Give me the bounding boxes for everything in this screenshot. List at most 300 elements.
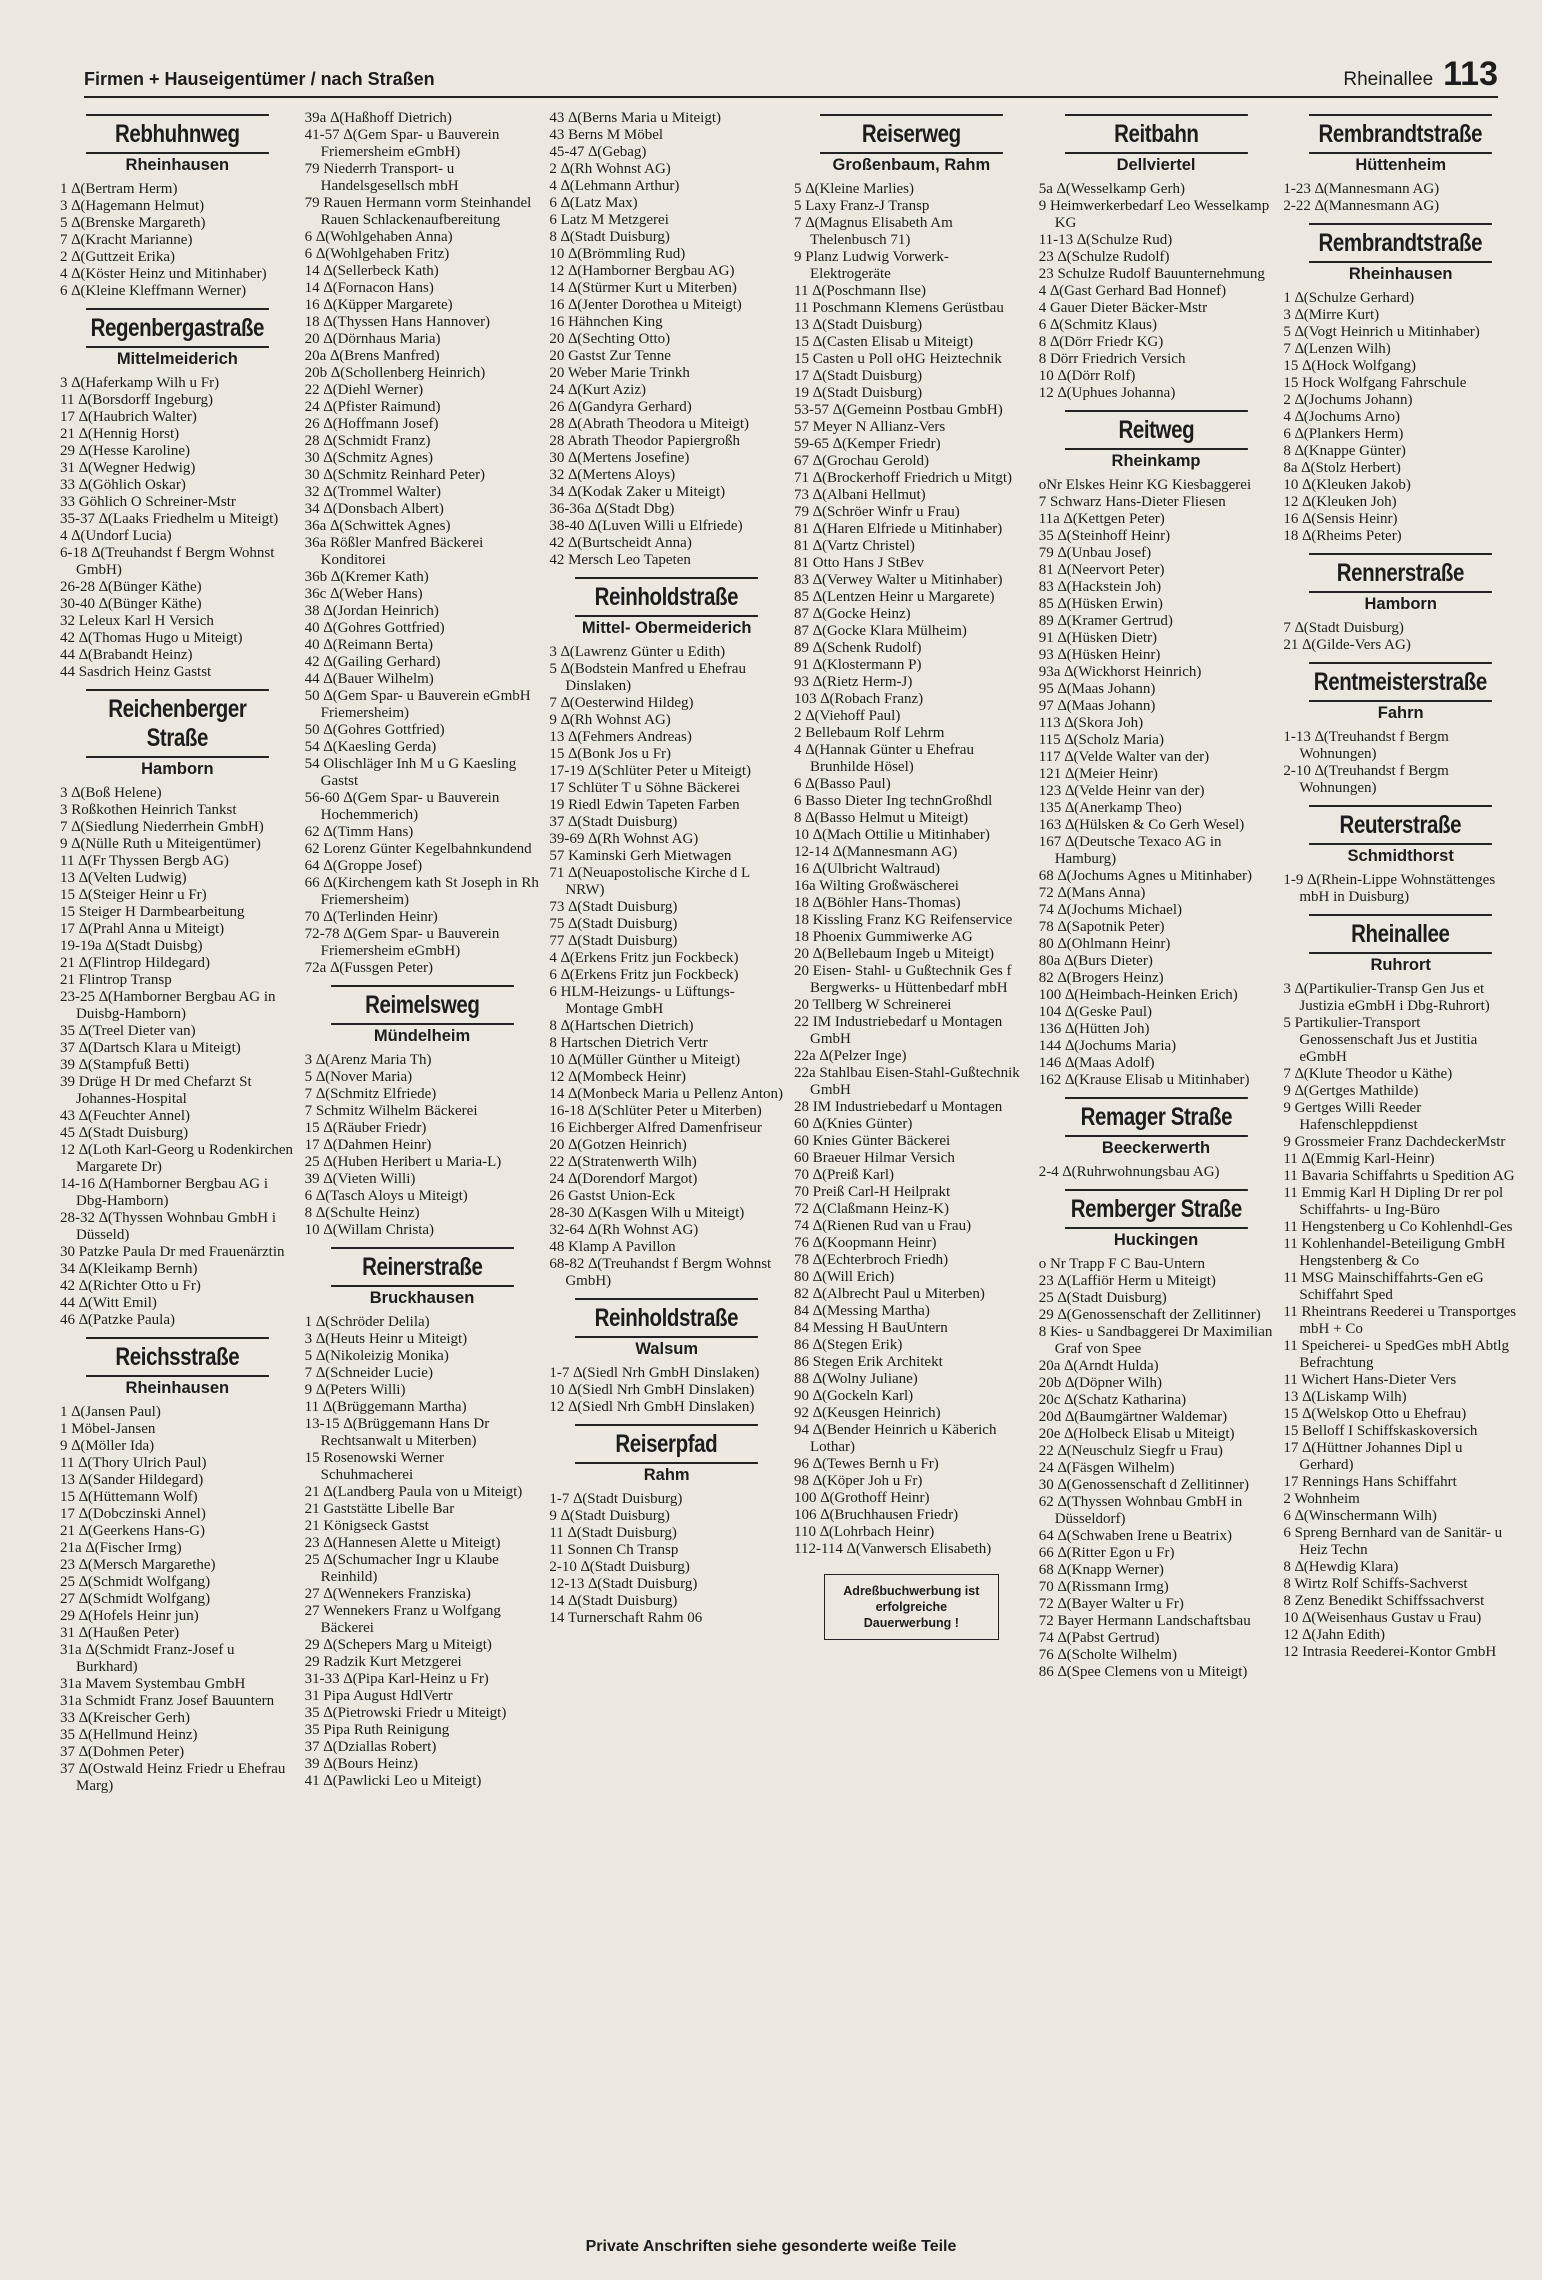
directory-entry: 14-16 ∆(Hamborner Bergbau AG i Dbg-Hamborn) xyxy=(60,1176,269,1209)
street-section xyxy=(1283,914,1518,1661)
directory-entry: 42 Mersch Leo Tapeten xyxy=(549,552,691,568)
directory-entry: 24 ∆(Dorendorf Margot) xyxy=(549,1171,698,1187)
directory-entry: 10 ∆(Siedl Nrh GmbH Dinslaken) xyxy=(549,1382,755,1398)
district-label: Großenbaum, Rahm xyxy=(832,156,991,174)
directory-entry: 16 ∆(Jenter Dorothea u Miteigt) xyxy=(549,297,742,313)
directory-entry: 85 ∆(Hüsken Erwin) xyxy=(1038,596,1163,612)
directory-entry: 72 ∆(Mans Anna) xyxy=(1038,885,1146,901)
directory-entry: 4 ∆(Hannak Günter u Ehefrau Brunhilde Hösel) xyxy=(794,742,974,775)
directory-entry: 15 ∆(Casten Elisab u Miteigt) xyxy=(794,334,974,350)
directory-entry: 7 ∆(Magnus Elisabeth Am Thelenbusch 71) xyxy=(794,215,953,248)
directory-entry: 136 ∆(Hütten Joh) xyxy=(1038,1021,1150,1037)
directory-entry: 100 ∆(Heimbach-Heinken Erich) xyxy=(1038,987,1238,1003)
street-section xyxy=(1039,1097,1274,1181)
street-section xyxy=(1039,1189,1274,1681)
directory-entry: 6-18 ∆(Treuhandst f Bergm Wohnst GmbH) xyxy=(60,545,275,578)
directory-entry: 24 ∆(Pfister Raimund) xyxy=(304,399,441,415)
column-6 xyxy=(1283,110,1518,2214)
directory-entry: 1-7 ∆(Siedl Nrh GmbH Dinslaken) xyxy=(549,1365,760,1381)
directory-entry: 42 ∆(Thomas Hugo u Miteigt) xyxy=(60,630,243,646)
street-heading: Rembrandtstraße xyxy=(1309,223,1492,263)
directory-entry: 18 Kissling Franz KG Reifenservice xyxy=(794,912,1013,928)
directory-entry: 25 ∆(Schmidt Wolfgang) xyxy=(60,1574,211,1590)
directory-entry: 146 ∆(Maas Adolf) xyxy=(1038,1055,1155,1071)
page-number: 113 xyxy=(1443,55,1498,93)
directory-entry: 8 Wirtz Rolf Schiffs-Sachverst xyxy=(1283,1576,1468,1592)
directory-entry: 13 ∆(Velten Ludwig) xyxy=(60,870,187,886)
street-heading: Reichenberger Straße xyxy=(86,689,269,758)
directory-entry: 3 ∆(Mirre Kurt) xyxy=(1283,307,1380,323)
directory-entry: 22 ∆(Neuschulz Siegfr u Frau) xyxy=(1038,1443,1223,1459)
directory-entry: 9 ∆(Gertges Mathilde) xyxy=(1283,1083,1419,1099)
district-label: Dellviertel xyxy=(1116,156,1196,174)
directory-entry: 12 Intrasia Reederei-Kontor GmbH xyxy=(1283,1644,1497,1660)
column-3 xyxy=(549,110,784,2214)
directory-entry: 53-57 ∆(Gemeinn Postbau GmbH) xyxy=(794,402,1003,418)
directory-entry: 8 ∆(Hartschen Dietrich) xyxy=(549,1018,694,1034)
directory-entry: 21 Gaststätte Libelle Bar xyxy=(304,1501,455,1517)
directory-entry: 10 ∆(Dörr Rolf) xyxy=(1038,368,1136,384)
directory-entry: 38-40 ∆(Luven Willi u Elfriede) xyxy=(549,518,743,534)
directory-entry: 117 ∆(Velde Walter van der) xyxy=(1038,749,1210,765)
directory-columns xyxy=(60,110,1518,2214)
directory-entry: 6 ∆(Plankers Herm) xyxy=(1283,426,1404,442)
directory-entry: 19 Riedl Edwin Tapeten Farben xyxy=(549,797,740,813)
directory-entry: 31-33 ∆(Pipa Karl-Heinz u Fr) xyxy=(304,1671,489,1687)
directory-entry: 1-13 ∆(Treuhandst f Bergm Wohnungen) xyxy=(1283,729,1449,762)
directory-entry: 2-22 ∆(Mannesmann AG) xyxy=(1283,198,1440,214)
directory-entry: 10 ∆(Kleuken Jakob) xyxy=(1283,477,1411,493)
directory-entry: 16 Hähnchen King xyxy=(549,314,663,330)
directory-entry: 19-19a ∆(Stadt Duisbg) xyxy=(60,938,203,954)
directory-entry: 31 Pipa August HdlVertr xyxy=(304,1688,453,1704)
header-running-head xyxy=(1343,55,1498,94)
directory-entry: 30 Patzke Paula Dr med Frauenärztin xyxy=(60,1244,285,1260)
directory-entry: 3 ∆(Arenz Maria Th) xyxy=(304,1052,432,1068)
directory-entry: 35 ∆(Steinhoff Heinr) xyxy=(1038,528,1171,544)
street-heading: Rentmeisterstraße xyxy=(1309,662,1492,702)
street-section xyxy=(549,110,784,569)
directory-entry: 98 ∆(Köper Joh u Fr) xyxy=(794,1473,923,1489)
directory-entry: 68-82 ∆(Treuhandst f Bergm Wohnst GmbH) xyxy=(549,1256,772,1289)
directory-entry: 17 ∆(Haubrich Walter) xyxy=(60,409,197,425)
directory-entry: 9 ∆(Peters Willi) xyxy=(304,1382,406,1398)
directory-entry: 79 ∆(Unbau Josef) xyxy=(1038,545,1152,561)
directory-entry: 12 ∆(Mombeck Heinr) xyxy=(549,1069,686,1085)
directory-entry: 20a ∆(Arndt Hulda) xyxy=(1038,1358,1159,1374)
directory-entry: 90 ∆(Gockeln Karl) xyxy=(794,1388,914,1404)
directory-entry: 28-32 ∆(Thyssen Wohnbau GmbH i Düsseld) xyxy=(60,1210,277,1243)
street-section xyxy=(60,1337,295,1795)
directory-entry: 28-30 ∆(Kasgen Wilh u Miteigt) xyxy=(549,1205,745,1221)
directory-entry: 16 ∆(Sensis Heinr) xyxy=(1283,511,1398,527)
directory-entry: 31a Mavem Systembau GmbH xyxy=(60,1676,246,1692)
directory-entry: 95 ∆(Maas Johann) xyxy=(1038,681,1156,697)
directory-entry: 86 ∆(Stegen Erik) xyxy=(794,1337,903,1353)
directory-entry: 3 Roßkothen Heinrich Tankst xyxy=(60,802,237,818)
directory-entry: 31a Schmidt Franz Josef Bauuntern xyxy=(60,1693,275,1709)
directory-entry: 18 ∆(Thyssen Hans Hannover) xyxy=(304,314,491,330)
directory-entry: 24 ∆(Kurt Aziz) xyxy=(549,382,646,398)
directory-entry: 9 ∆(Stadt Duisburg) xyxy=(549,1508,670,1524)
directory-entry: 10 ∆(Müller Günther u Miteigt) xyxy=(549,1052,741,1068)
directory-entry: 43 ∆(Berns Maria u Miteigt) xyxy=(549,110,721,126)
directory-entry: 15 ∆(Welskop Otto u Ehefrau) xyxy=(1283,1406,1467,1422)
directory-entry: 93a ∆(Wickhorst Heinrich) xyxy=(1038,664,1202,680)
directory-entry: 16 ∆(Ulbricht Waltraud) xyxy=(794,861,941,877)
directory-entry: 20c ∆(Schatz Katharina) xyxy=(1038,1392,1187,1408)
directory-entry: 20 Gastst Zur Tenne xyxy=(549,348,671,364)
directory-entry: 11 Emmig Karl H Dipling Dr rer pol Schiffahrts- u Ing-Büro xyxy=(1283,1185,1504,1218)
directory-entry: 5 ∆(Kleine Marlies) xyxy=(794,181,914,197)
directory-entry: 40 ∆(Reimann Berta) xyxy=(304,637,433,653)
street-section xyxy=(1283,662,1518,797)
directory-entry: 11 Poschmann Klemens Gerüstbau xyxy=(794,300,1004,316)
directory-entry: 37 ∆(Ostwald Heinz Friedr u Ehefrau Marg) xyxy=(60,1761,286,1794)
street-section xyxy=(1283,553,1518,654)
directory-entry: 2 ∆(Rh Wohnst AG) xyxy=(549,161,671,177)
district-label: Hamborn xyxy=(1364,595,1437,613)
directory-entry: 64 ∆(Groppe Josef) xyxy=(304,858,423,874)
street-heading: Reitweg xyxy=(1065,410,1248,450)
directory-entry: 167 ∆(Deutsche Texaco AG in Hamburg) xyxy=(1038,834,1222,867)
directory-entry: 29 Radzik Kurt Metzgerei xyxy=(304,1654,462,1670)
directory-entry: 93 ∆(Hüsken Heinr) xyxy=(1038,647,1161,663)
directory-entry: 73 ∆(Albani Hellmut) xyxy=(794,487,926,503)
directory-entry: 50 ∆(Gem Spar- u Bauverein eGmbH Friemersheim) xyxy=(304,688,531,721)
directory-entry: 1 ∆(Bertram Herm) xyxy=(60,181,178,197)
directory-entry: 11 Wichert Hans-Dieter Vers xyxy=(1283,1372,1457,1388)
directory-entry: 74 ∆(Pabst Gertrud) xyxy=(1038,1630,1160,1646)
directory-entry: 29 ∆(Hesse Karoline) xyxy=(60,443,190,459)
directory-entry: 21 ∆(Gilde-Vers AG) xyxy=(1283,637,1411,653)
district-label: Rahm xyxy=(643,1466,690,1484)
directory-entry: 48 Klamp A Pavillon xyxy=(549,1239,676,1255)
directory-entry: 121 ∆(Meier Heinr) xyxy=(1038,766,1158,782)
directory-entry: 6 Spreng Bernhard van de Sanitär- u Heiz Techn xyxy=(1283,1525,1503,1558)
street-section xyxy=(549,1424,784,1627)
directory-entry: 42 ∆(Burtscheidt Anna) xyxy=(549,535,692,551)
directory-entry: 4 ∆(Köster Heinz und Mitinhaber) xyxy=(60,266,267,282)
directory-entry: 21 Königseck Gastst xyxy=(304,1518,429,1534)
directory-entry: 15 ∆(Hock Wolfgang) xyxy=(1283,358,1417,374)
street-section xyxy=(305,985,540,1239)
directory-entry: 67 ∆(Grochau Gerold) xyxy=(794,453,929,469)
directory-entry: 6 ∆(Tasch Aloys u Miteigt) xyxy=(304,1188,468,1204)
page-footer: Private Anschriften siehe gesonderte weiße Teile xyxy=(585,2238,957,2255)
directory-entry: 6 ∆(Latz Max) xyxy=(549,195,638,211)
directory-entry: 22a Stahlbau Eisen-Stahl-Gußtechnik GmbH xyxy=(794,1065,1020,1098)
directory-entry: 8 ∆(Stadt Duisburg) xyxy=(549,229,670,245)
directory-entry: 162 ∆(Krause Elisab u Mitinhaber) xyxy=(1038,1072,1250,1088)
directory-entry: 9 ∆(Möller Ida) xyxy=(60,1438,155,1454)
directory-entry: 37 ∆(Dartsch Klara u Miteigt) xyxy=(60,1040,241,1056)
directory-entry: 7 ∆(Lenzen Wilh) xyxy=(1283,341,1391,357)
directory-entry: 5 ∆(Nikoleizig Monika) xyxy=(304,1348,449,1364)
directory-entry: 7 ∆(Siedlung Niederrhein GmbH) xyxy=(60,819,264,835)
directory-entry: 92 ∆(Keusgen Heinrich) xyxy=(794,1405,941,1421)
header-section-title: Firmen + Hauseigentümer / nach Straßen xyxy=(84,69,435,89)
directory-entry: 4 ∆(Undorf Lucia) xyxy=(60,528,172,544)
directory-entry: 6 ∆(Wohlgehaben Fritz) xyxy=(304,246,450,262)
directory-entry: 82 ∆(Albrecht Paul u Miterben) xyxy=(794,1286,985,1302)
directory-entry: 89 ∆(Schenk Rudolf) xyxy=(794,640,922,656)
directory-entry: 50 ∆(Gohres Gottfried) xyxy=(304,722,445,738)
directory-entry: 22 ∆(Diehl Werner) xyxy=(304,382,424,398)
directory-entry: 10 ∆(Willam Christa) xyxy=(304,1222,435,1238)
directory-entry: 15 Steiger H Darmbearbeitung xyxy=(60,904,245,920)
directory-entry: 2-10 ∆(Stadt Duisburg) xyxy=(549,1559,690,1575)
directory-entry: 81 Otto Hans J StBev xyxy=(794,555,925,571)
directory-entry: 21 ∆(Hennig Horst) xyxy=(60,426,180,442)
street-heading: Reitbahn xyxy=(1065,114,1248,154)
directory-entry: 3 ∆(Boß Helene) xyxy=(60,785,162,801)
directory-entry: 16 ∆(Küpper Margarete) xyxy=(304,297,453,313)
directory-entry: 23 ∆(Mersch Margarethe) xyxy=(60,1557,216,1573)
directory-entry: o Nr Trapp F C Bau-Untern xyxy=(1038,1256,1205,1272)
directory-entry: 45 ∆(Stadt Duisburg) xyxy=(60,1125,189,1141)
directory-entry: 74 ∆(Rienen Rud van u Frau) xyxy=(794,1218,972,1234)
directory-entry: 11 Sonnen Ch Transp xyxy=(549,1542,679,1558)
directory-entry: 23 ∆(Schulze Rudolf) xyxy=(1038,249,1170,265)
directory-entry: 76 ∆(Koopmann Heinr) xyxy=(794,1235,937,1251)
street-section xyxy=(1039,114,1274,402)
directory-entry: 11 ∆(Stadt Duisburg) xyxy=(549,1525,677,1541)
directory-entry: 11 Bavaria Schiffahrts u Spedition AG xyxy=(1283,1168,1515,1184)
directory-entry: 34 ∆(Kleikamp Bernh) xyxy=(60,1261,198,1277)
directory-entry: 41 ∆(Pawlicki Leo u Miteigt) xyxy=(304,1773,482,1789)
directory-entry: 11a ∆(Kettgen Peter) xyxy=(1038,511,1165,527)
street-section xyxy=(60,114,295,300)
directory-entry: 60 Knies Günter Bäckerei xyxy=(794,1133,951,1149)
street-section xyxy=(60,308,295,681)
directory-entry: 5a ∆(Wesselkamp Gerh) xyxy=(1038,181,1185,197)
directory-entry: 11 Rheintrans Reederei u Transportges mbH + Co xyxy=(1283,1304,1517,1337)
directory-entry: 54 ∆(Kaesling Gerda) xyxy=(304,739,437,755)
directory-entry: 35 Pipa Ruth Reinigung xyxy=(304,1722,450,1738)
directory-entry: 110 ∆(Lohrbach Heinr) xyxy=(794,1524,935,1540)
directory-entry: 13 ∆(Sander Hildegard) xyxy=(60,1472,204,1488)
directory-entry: 6 HLM-Heizungs- u Lüftungs-Montage GmbH xyxy=(549,984,735,1017)
directory-entry: 23-25 ∆(Hamborner Bergbau AG in Duisbg-Hamborn) xyxy=(60,989,276,1022)
directory-entry: 66 ∆(Kirchengem kath St Joseph in Rh Friemersheim) xyxy=(304,875,539,908)
directory-entry: 88 ∆(Wolny Juliane) xyxy=(794,1371,918,1387)
directory-entry: 91 ∆(Klostermann P) xyxy=(794,657,922,673)
directory-entry: 30 ∆(Schmitz Agnes) xyxy=(304,450,433,466)
directory-entry: 71 ∆(Neuapostolische Kirche d L NRW) xyxy=(549,865,750,898)
directory-entry: 20b ∆(Schollenberg Heinrich) xyxy=(304,365,486,381)
street-heading: Reichsstraße xyxy=(86,1337,269,1377)
directory-entry: 28 Abrath Theodor Papiergroßh xyxy=(549,433,741,449)
directory-entry: 70 Preiß Carl-H Heilprakt xyxy=(794,1184,951,1200)
directory-entry: 18 ∆(Böhler Hans-Thomas) xyxy=(794,895,961,911)
directory-entry: 2 ∆(Viehoff Paul) xyxy=(794,708,901,724)
directory-entry: 62 ∆(Thyssen Wohnbau GmbH in Düsseldorf) xyxy=(1038,1494,1243,1527)
directory-entry: 5 ∆(Vogt Heinrich u Mitinhaber) xyxy=(1283,324,1480,340)
directory-entry: 25 ∆(Huben Heribert u Maria-L) xyxy=(304,1154,502,1170)
directory-entry: 8 Zenz Benedikt Schiffssachverst xyxy=(1283,1593,1485,1609)
directory-entry: 89 ∆(Kramer Gertrud) xyxy=(1038,613,1173,629)
directory-entry: 87 ∆(Gocke Heinz) xyxy=(794,606,911,622)
directory-entry: 7 ∆(Schmitz Elfriede) xyxy=(304,1086,437,1102)
directory-entry: 11 ∆(Thory Ulrich Paul) xyxy=(60,1455,207,1471)
directory-entry: 20 ∆(Bellebaum Ingeb u Miteigt) xyxy=(794,946,994,962)
directory-entry: 11 Speicherei- u SpedGes mbH Abtlg Befrachtung xyxy=(1283,1338,1510,1371)
directory-entry: 15 ∆(Steiger Heinr u Fr) xyxy=(60,887,207,903)
directory-entry: 82 ∆(Brogers Heinz) xyxy=(1038,970,1164,986)
directory-entry: 1 ∆(Schröder Delila) xyxy=(304,1314,430,1330)
directory-entry: 72a ∆(Fussgen Peter) xyxy=(304,960,433,976)
directory-entry: 68 ∆(Jochums Agnes u Mitinhaber) xyxy=(1038,868,1253,884)
directory-entry: 83 ∆(Hackstein Joh) xyxy=(1038,579,1162,595)
directory-entry: 45-47 ∆(Gebag) xyxy=(549,144,647,160)
column-5 xyxy=(1039,110,1274,2214)
street-section xyxy=(1283,114,1518,215)
directory-entry: 14 ∆(Stürmer Kurt u Miterben) xyxy=(549,280,737,296)
directory-entry: 8 Kies- u Sandbaggerei Dr Maximilian Graf von Spee xyxy=(1038,1324,1273,1357)
directory-entry: 36b ∆(Kremer Kath) xyxy=(304,569,429,585)
directory-entry: 73 ∆(Stadt Duisburg) xyxy=(549,899,678,915)
district-label: Rheinhausen xyxy=(125,156,230,174)
directory-entry: 26 Gastst Union-Eck xyxy=(549,1188,676,1204)
street-section xyxy=(1039,410,1274,1089)
street-section xyxy=(1283,805,1518,906)
directory-entry: 103 ∆(Robach Franz) xyxy=(794,691,924,707)
directory-entry: 9 Gertges Willi Reeder Hafenschleppdienst xyxy=(1283,1100,1422,1133)
page-header xyxy=(84,56,1498,98)
directory-entry: 6 ∆(Erkens Fritz jun Fockbeck) xyxy=(549,967,739,983)
directory-entry: 20 ∆(Sechting Otto) xyxy=(549,331,671,347)
district-label: Fahrn xyxy=(1377,704,1424,722)
street-section xyxy=(549,577,784,1290)
district-label: Rheinkamp xyxy=(1111,452,1201,470)
directory-entry: 2 Wohnheim xyxy=(1283,1491,1360,1507)
directory-entry: 9 ∆(Rh Wohnst AG) xyxy=(549,712,671,728)
street-section xyxy=(60,689,295,1329)
directory-entry: 3 ∆(Heuts Heinr u Miteigt) xyxy=(304,1331,468,1347)
directory-entry: 17-19 ∆(Schlüter Peter u Miteigt) xyxy=(549,763,751,779)
directory-entry: 66 ∆(Ritter Egon u Fr) xyxy=(1038,1545,1175,1561)
directory-entry: 20b ∆(Döpner Wilh) xyxy=(1038,1375,1162,1391)
directory-entry: 84 ∆(Messing Martha) xyxy=(794,1303,930,1319)
directory-entry: 3 ∆(Hagemann Helmut) xyxy=(60,198,205,214)
directory-entry: 17 ∆(Dahmen Heinr) xyxy=(304,1137,432,1153)
directory-entry: 12-14 ∆(Mannesmann AG) xyxy=(794,844,958,860)
directory-entry: 85 ∆(Lentzen Heinr u Margarete) xyxy=(794,589,995,605)
directory-entry: 22 IM Industriebedarf u Montagen GmbH xyxy=(794,1014,1003,1047)
directory-entry: 13 ∆(Fehmers Andreas) xyxy=(549,729,692,745)
directory-entry: 11 ∆(Brüggemann Martha) xyxy=(304,1399,467,1415)
directory-entry: 15 ∆(Räuber Friedr) xyxy=(304,1120,427,1136)
directory-entry: 87 ∆(Gocke Klara Mülheim) xyxy=(794,623,967,639)
street-heading: Reiserpfad xyxy=(575,1424,758,1464)
directory-entry: 54 Olischläger Inh M u G Kaesling Gastst xyxy=(304,756,517,789)
directory-entry: 2-10 ∆(Treuhandst f Bergm Wohnungen) xyxy=(1283,763,1449,796)
directory-entry: 86 ∆(Spee Clemens von u Miteigt) xyxy=(1038,1664,1248,1680)
directory-entry: 41-57 ∆(Gem Spar- u Bauverein Friemersheim eGmbH) xyxy=(304,127,500,160)
street-heading: Reuterstraße xyxy=(1309,805,1492,845)
directory-entry: 9 Grossmeier Franz DachdeckerMstr xyxy=(1283,1134,1506,1150)
directory-entry: 21 ∆(Geerkens Hans-G) xyxy=(60,1523,205,1539)
directory-entry: 15 Rosenowski Werner Schuhmacherei xyxy=(304,1450,445,1483)
street-section xyxy=(794,114,1029,1558)
directory-entry: 20 Tellberg W Schreinerei xyxy=(794,997,952,1013)
directory-entry: 33 ∆(Göhlich Oskar) xyxy=(60,477,186,493)
directory-entry: 26-28 ∆(Bünger Käthe) xyxy=(60,579,202,595)
directory-entry: 9 Heimwerkerbedarf Leo Wesselkamp KG xyxy=(1038,198,1270,231)
directory-entry: 8 ∆(Hewdig Klara) xyxy=(1283,1559,1399,1575)
directory-entry: 39a ∆(Haßhoff Dietrich) xyxy=(304,110,452,126)
street-heading: Reiserweg xyxy=(820,114,1003,154)
column-1 xyxy=(60,110,295,2214)
directory-entry: 7 Schmitz Wilhelm Bäckerei xyxy=(304,1103,478,1119)
directory-entry: 68 ∆(Knapp Werner) xyxy=(1038,1562,1164,1578)
directory-entry: 12 ∆(Siedl Nrh GmbH Dinslaken) xyxy=(549,1399,755,1415)
directory-entry: 12 ∆(Kleuken Joh) xyxy=(1283,494,1397,510)
directory-entry: 104 ∆(Geske Paul) xyxy=(1038,1004,1153,1020)
directory-entry: 7 ∆(Oesterwind Hildeg) xyxy=(549,695,694,711)
district-label: Mittel- Obermeiderich xyxy=(581,619,752,637)
directory-entry: 10 ∆(Mach Ottilie u Mitinhaber) xyxy=(794,827,990,843)
directory-entry: 40 ∆(Gohres Gottfried) xyxy=(304,620,445,636)
street-heading: Regenbergastraße xyxy=(86,308,269,348)
directory-entry: 29 ∆(Schepers Marg u Miteigt) xyxy=(304,1637,492,1653)
street-heading: Rebhuhnweg xyxy=(86,114,269,154)
directory-entry: 36-36a ∆(Stadt Dbg) xyxy=(549,501,675,517)
directory-entry: 79 Rauen Hermann vorm Steinhandel Rauen Schlackenaufbereitung xyxy=(304,195,532,228)
directory-entry: 13 ∆(Stadt Duisburg) xyxy=(794,317,923,333)
directory-entry: 17 Rennings Hans Schiffahrt xyxy=(1283,1474,1457,1490)
directory-entry: 1-23 ∆(Mannesmann AG) xyxy=(1283,181,1440,197)
directory-entry: 7 ∆(Kracht Marianne) xyxy=(60,232,193,248)
directory-entry: 46 ∆(Patzke Paula) xyxy=(60,1312,175,1328)
directory-entry: 17 ∆(Dobczinski Annel) xyxy=(60,1506,206,1522)
directory-entry: 4 ∆(Jochums Arno) xyxy=(1283,409,1401,425)
directory-entry: 28 IM Industriebedarf u Montagen xyxy=(794,1099,1003,1115)
directory-entry: 100 ∆(Grothoff Heinr) xyxy=(794,1490,930,1506)
directory-entry: 39 ∆(Bours Heinz) xyxy=(304,1756,418,1772)
column-2 xyxy=(305,110,540,2214)
directory-entry: 60 ∆(Knies Günter) xyxy=(794,1116,913,1132)
directory-entry: 30-40 ∆(Bünger Käthe) xyxy=(60,596,202,612)
directory-entry: 23 ∆(Hannesen Alette u Miteigt) xyxy=(304,1535,501,1551)
directory-entry: 62 ∆(Timm Hans) xyxy=(304,824,414,840)
directory-entry: 20e ∆(Holbeck Elisab u Miteigt) xyxy=(1038,1426,1235,1442)
directory-entry: 31 ∆(Haußen Peter) xyxy=(60,1625,180,1641)
directory-entry: 28 ∆(Schmidt Franz) xyxy=(304,433,431,449)
directory-entry: 5 ∆(Bodstein Manfred u Ehefrau Dinslaken) xyxy=(549,661,746,694)
directory-entry: oNr Elskes Heinr KG Kiesbaggerei xyxy=(1038,477,1252,493)
directory-entry: 75 ∆(Stadt Duisburg) xyxy=(549,916,678,932)
directory-entry: 20 ∆(Gotzen Heinrich) xyxy=(549,1137,687,1153)
directory-entry: 94 ∆(Bender Heinrich u Käberich Lothar) xyxy=(794,1422,997,1455)
directory-entry: 12 ∆(Uphues Johanna) xyxy=(1038,385,1176,401)
directory-entry: 35 ∆(Hellmund Heinz) xyxy=(60,1727,198,1743)
directory-entry: 4 ∆(Gast Gerhard Bad Honnef) xyxy=(1038,283,1227,299)
directory-entry: 78 ∆(Echterbroch Friedh) xyxy=(794,1252,949,1268)
directory-entry: 30 ∆(Mertens Josefine) xyxy=(549,450,690,466)
district-label: Walsum xyxy=(635,1340,698,1358)
directory-entry: 81 ∆(Haren Elfriede u Mitinhaber) xyxy=(794,521,1003,537)
directory-entry: 64 ∆(Schwaben Irene u Beatrix) xyxy=(1038,1528,1232,1544)
directory-entry: 17 ∆(Prahl Anna u Miteigt) xyxy=(60,921,225,937)
directory-entry: 16a Wilting Großwäscherei xyxy=(794,878,959,894)
directory-entry: 16 Eichberger Alfred Damenfriseur xyxy=(549,1120,762,1136)
directory-entry: 14 ∆(Sellerbeck Kath) xyxy=(304,263,439,279)
directory-entry: 57 Kaminski Gerh Mietwagen xyxy=(549,848,732,864)
directory-entry: 29 ∆(Hofels Heinr jun) xyxy=(60,1608,199,1624)
directory-entry: 9 Planz Ludwig Vorwerk-Elektrogeräte xyxy=(794,249,949,282)
